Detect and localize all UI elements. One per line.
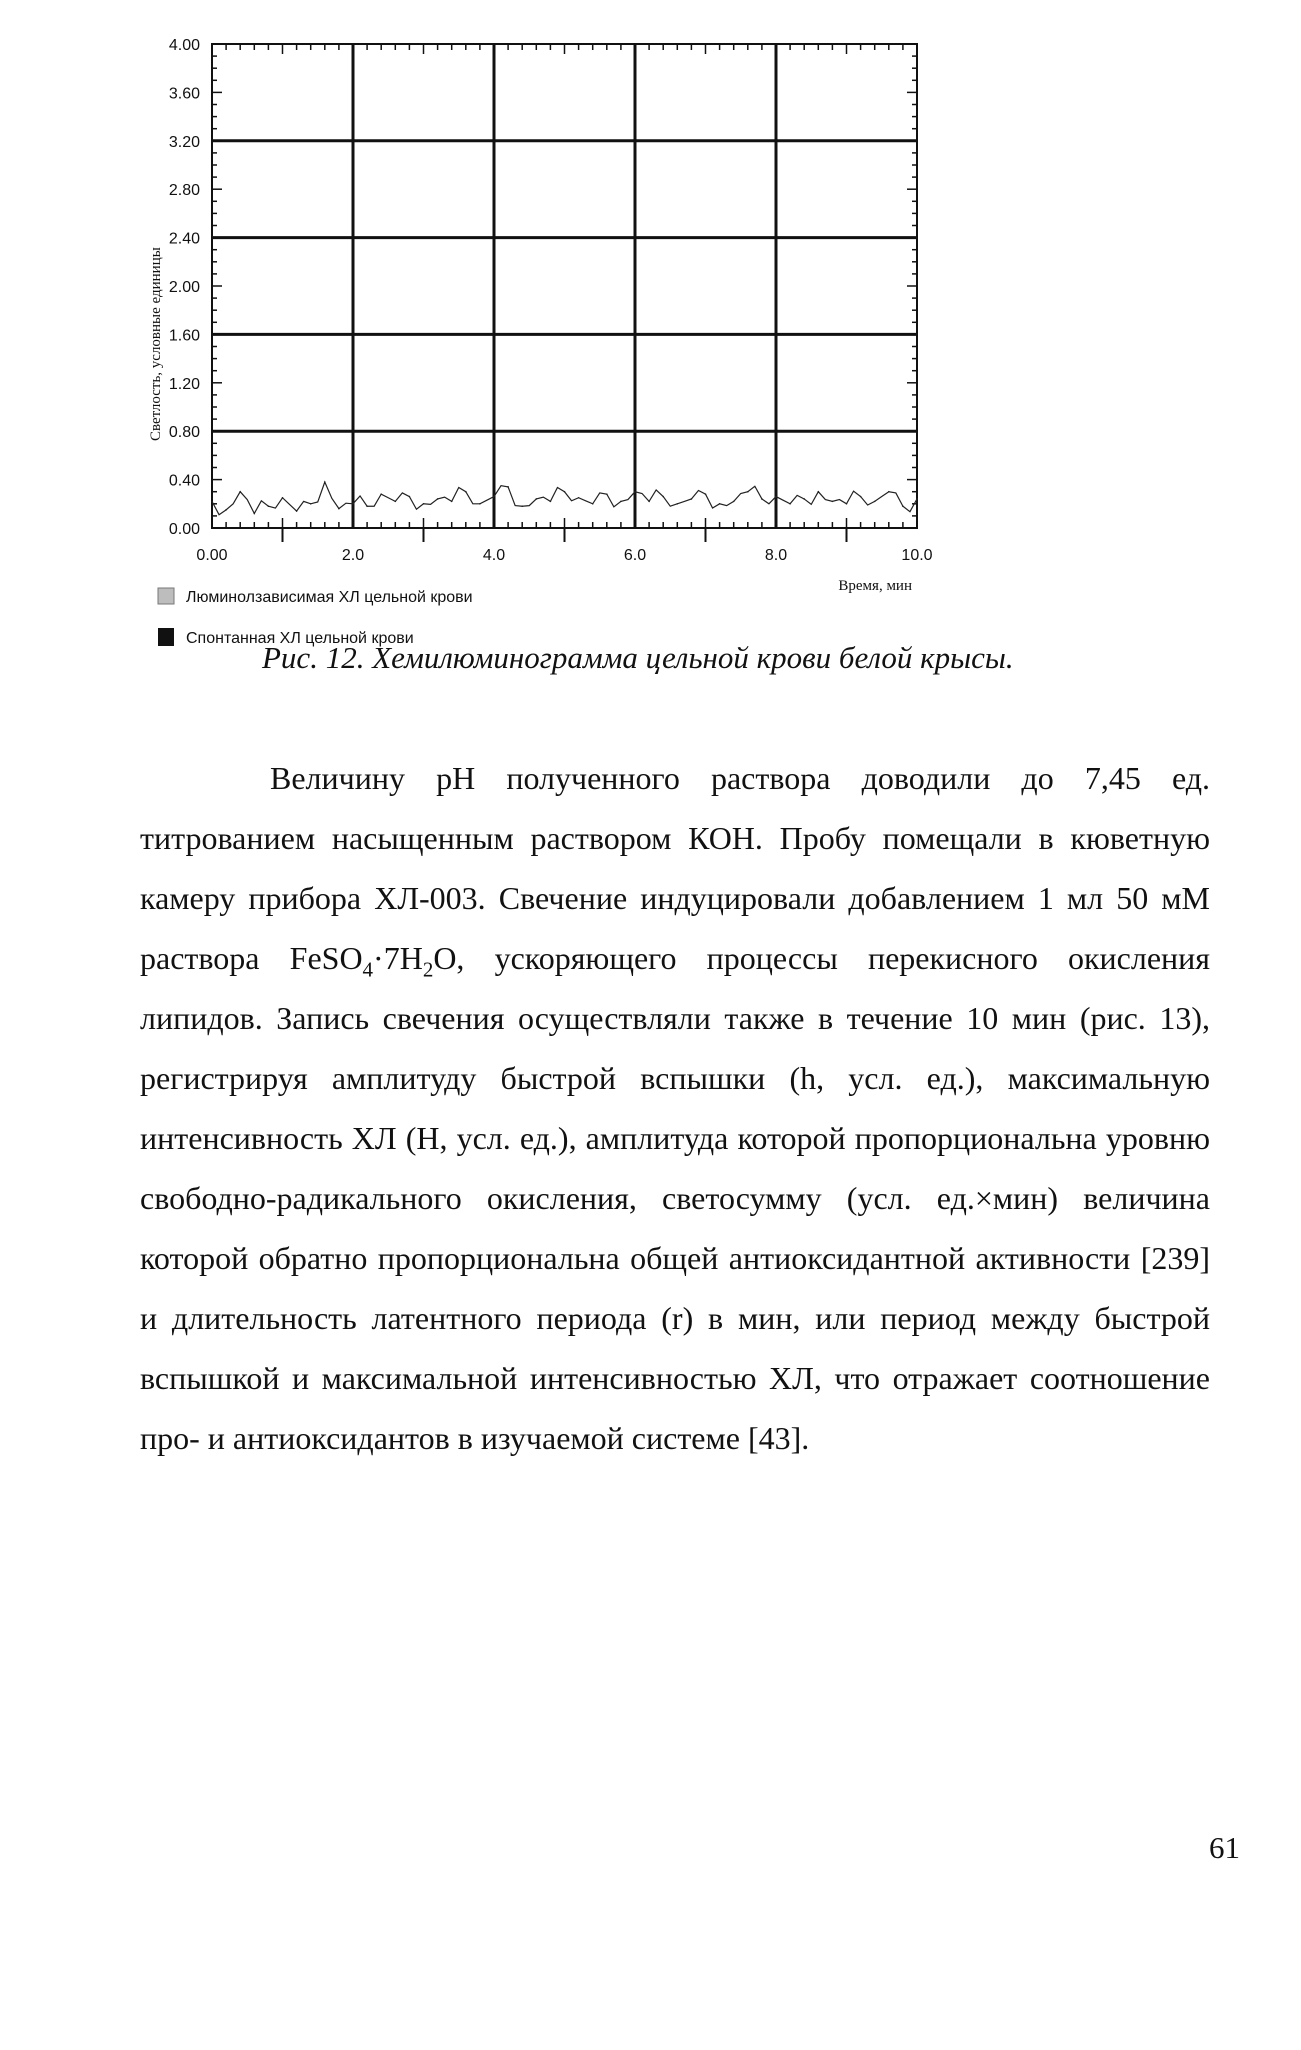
series-point [846, 503, 848, 505]
series-point [423, 503, 425, 505]
y-tick-label: 1.20 [168, 375, 200, 393]
series-point [620, 501, 622, 503]
series-point [860, 496, 862, 498]
paragraph-text-c: O, ускоряющего процессы перекисного окисления липидов. Запись свечения осуществляли также в течение 10 мин (рис. 13), регистрируя амплитуду быстрой вспышки (h, усл. ед.), максимальную интенсивность ХЛ (H, усл. ед.), амплитуда которой пропорциональна уровню свободно-радикального окисления, светосумму (усл. ед.×мин) величина которой обратно пропорциональна общей антиоксидантной активности [239] и длительность латентного периода (r) в мин, или период между быстрой вспышкой и максимальной интенсивностью ХЛ, что отражает соотношение про- и антиоксидантов в изучаемой системе [43]. [140, 940, 1210, 1456]
series-point [324, 481, 326, 483]
series-point [705, 493, 707, 495]
series-point [648, 501, 650, 503]
subscript-2: 2 [422, 957, 434, 982]
y-tick-label: 2.40 [168, 230, 200, 248]
legend-swatch-spontaneous [158, 628, 174, 646]
series-point [578, 497, 580, 499]
series-point [634, 491, 636, 493]
legend-label-spontaneous: Спонтанная ХЛ цельной крови [186, 630, 414, 647]
series-point [380, 493, 382, 495]
y-tick-label: 4.00 [168, 37, 200, 54]
legend-swatch-luminol [158, 588, 174, 604]
subscript-4: 4 [362, 957, 374, 982]
series-point [606, 493, 608, 495]
paragraph-text-a: Величину pH полученного раствора доводили до 7,45 ед. титрованием насыщенным раствором КОН. Пробу помещали в кюветную камеру прибора ХЛ-003. Свечение индуцировали добавлением 1 мл 50 мМ раствора FeSO [140, 760, 1210, 976]
chemiluminogram-chart [140, 20, 940, 650]
series-point [789, 503, 791, 505]
x-tick-label: 6.0 [623, 547, 647, 564]
series-point [338, 508, 340, 510]
y-tick-label: 0.80 [168, 424, 200, 442]
x-tick-label: 0.00 [196, 547, 228, 564]
series-point [239, 491, 241, 493]
series-point [479, 503, 481, 505]
y-tick-label: 0.40 [168, 472, 200, 490]
series-point [902, 505, 904, 507]
y-tick-label: 2.00 [168, 279, 200, 296]
x-tick-label: 2.0 [341, 547, 365, 564]
x-axis-title: Время, мин [838, 578, 912, 594]
series-point [662, 496, 664, 498]
y-tick-label: 3.60 [168, 85, 200, 103]
series-point [254, 513, 256, 515]
body-text [140, 748, 1210, 1468]
series-point [818, 491, 820, 493]
series-point [493, 496, 495, 498]
series-line [212, 482, 917, 515]
series-point [832, 501, 834, 503]
series-point [451, 501, 453, 503]
series-point [761, 498, 763, 500]
y-tick-label: 0.00 [168, 521, 200, 538]
series-point [677, 503, 679, 505]
series-point [282, 497, 284, 499]
series-point [296, 510, 298, 512]
series-point [507, 486, 509, 488]
series-point [803, 498, 805, 500]
y-axis-title: Светлость, условные единицы [148, 247, 164, 441]
series-point [352, 503, 354, 505]
y-tick-label: 1.60 [168, 327, 200, 345]
series-point [310, 503, 312, 505]
series-point [888, 491, 890, 493]
plot-frame [212, 44, 917, 528]
series-point [564, 491, 566, 493]
x-tick-label: 10.0 [901, 547, 933, 564]
series-point [465, 491, 467, 493]
figure-caption: Рис. 12. Хемилюминограмма цельной крови белой крысы. [262, 640, 1014, 675]
y-tick-label: 3.20 [168, 133, 200, 151]
series-point [437, 498, 439, 500]
series-point [521, 505, 523, 507]
chart-svg [140, 20, 940, 650]
paragraph-text-b: ·7H [373, 940, 423, 976]
series-point [916, 498, 918, 500]
x-tick-label: 4.0 [482, 547, 506, 564]
series-point [775, 496, 777, 498]
series-point [268, 505, 270, 507]
paragraph [140, 748, 1210, 1468]
y-tick-label: 2.80 [168, 182, 200, 200]
series-point [747, 491, 749, 493]
series-point [225, 509, 227, 511]
series-point [536, 498, 538, 500]
page-number: 61 [1209, 1830, 1240, 1865]
series-point [874, 501, 876, 503]
legend-label-luminol: Люминолзависимая ХЛ цельной крови [186, 589, 473, 606]
series-point [366, 505, 368, 507]
series-point [409, 496, 411, 498]
series-point [691, 498, 693, 500]
series-point [395, 501, 397, 503]
series-point [719, 503, 721, 505]
series-point [592, 503, 594, 505]
series-point [211, 501, 213, 503]
series-point [733, 501, 735, 503]
series-point [550, 501, 552, 503]
x-tick-label: 8.0 [764, 547, 788, 564]
